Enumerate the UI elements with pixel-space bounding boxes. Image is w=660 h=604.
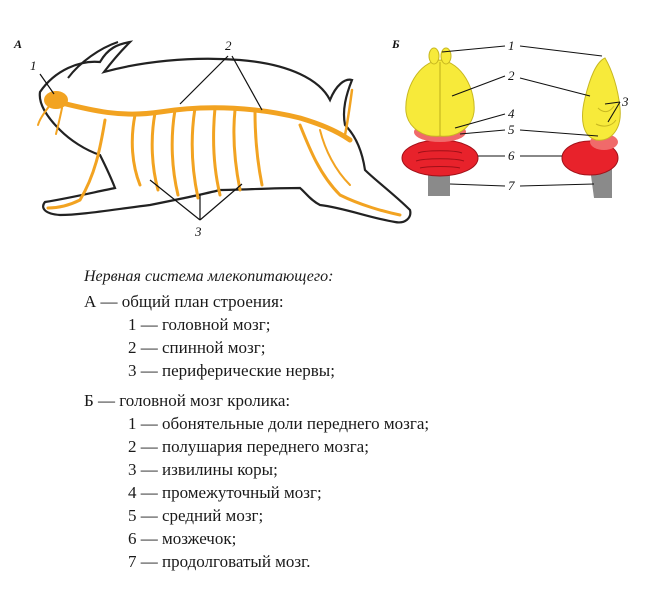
callout-b-3: 3 — [622, 94, 629, 109]
section-a-item: 1 — головной мозг; — [128, 315, 271, 334]
leader-line — [520, 184, 594, 186]
brain-mark — [44, 91, 68, 109]
callout-a-3: 3 — [195, 224, 202, 239]
callout-b-1: 1 — [508, 38, 515, 53]
nerve-line — [152, 113, 158, 190]
nervous-system-figure — [0, 0, 660, 260]
callout-b-6: 6 — [508, 148, 515, 163]
section-b-item: 4 — промежуточный мозг; — [128, 483, 322, 502]
leader-line — [180, 56, 228, 104]
section-b-item: 6 — мозжечок; — [128, 529, 237, 548]
section-b-title: Б — головной мозг кролика: — [84, 391, 291, 410]
nerve-line — [172, 110, 178, 195]
leader-line — [40, 74, 54, 94]
nerve-line — [214, 108, 220, 195]
nerve-line — [192, 108, 198, 198]
cerebellum-mark — [402, 140, 478, 176]
section-b-item: 5 — средний мозг; — [128, 506, 264, 525]
caption-section-a — [84, 292, 644, 381]
caption-title: Нервная система млекопитающего: — [84, 268, 334, 285]
figure-caption — [84, 268, 644, 575]
section-a-item: 2 — спинной мозг; — [128, 338, 266, 357]
rabbit-diagram — [13, 37, 410, 239]
leader-line — [442, 46, 505, 52]
nerve-line — [255, 112, 262, 185]
caption-section-b — [84, 391, 644, 572]
section-a-title: А — общий план строения: — [84, 292, 284, 311]
leader-line — [520, 46, 602, 56]
brain-side-view — [562, 58, 620, 198]
leader-line — [460, 130, 505, 134]
panel-a-label: А — [14, 37, 23, 51]
section-a-item: 3 — периферические нервы; — [128, 361, 335, 380]
rabbit-outline — [40, 42, 411, 222]
olfactory-lobe-mark — [429, 48, 439, 64]
callout-b-7: 7 — [508, 178, 515, 193]
olfactory-lobe-mark — [441, 48, 451, 64]
brain-top-view — [402, 48, 478, 196]
callout-b-2: 2 — [508, 68, 515, 83]
nerve-line — [234, 110, 240, 190]
leader-line — [450, 184, 505, 186]
section-b-item: 3 — извилины коры; — [128, 460, 278, 479]
leader-line — [232, 56, 262, 110]
callout-a-2: 2 — [225, 38, 232, 53]
brain-diagram — [391, 37, 629, 198]
leader-line — [520, 78, 590, 96]
nerve-line — [132, 115, 140, 185]
hemisphere-side-mark — [583, 58, 621, 140]
callout-a-1: 1 — [30, 58, 37, 73]
panel-b-label: Б — [392, 37, 400, 51]
section-b-item: 7 — продолговатый мозг. — [128, 552, 311, 571]
section-b-item: 2 — полушария переднего мозга; — [128, 437, 369, 456]
callout-b-5: 5 — [508, 122, 515, 137]
rabbit-ear — [68, 42, 118, 78]
callout-b-4: 4 — [508, 106, 515, 121]
section-b-item: 1 — обонятельные доли переднего мозга; — [128, 414, 430, 433]
